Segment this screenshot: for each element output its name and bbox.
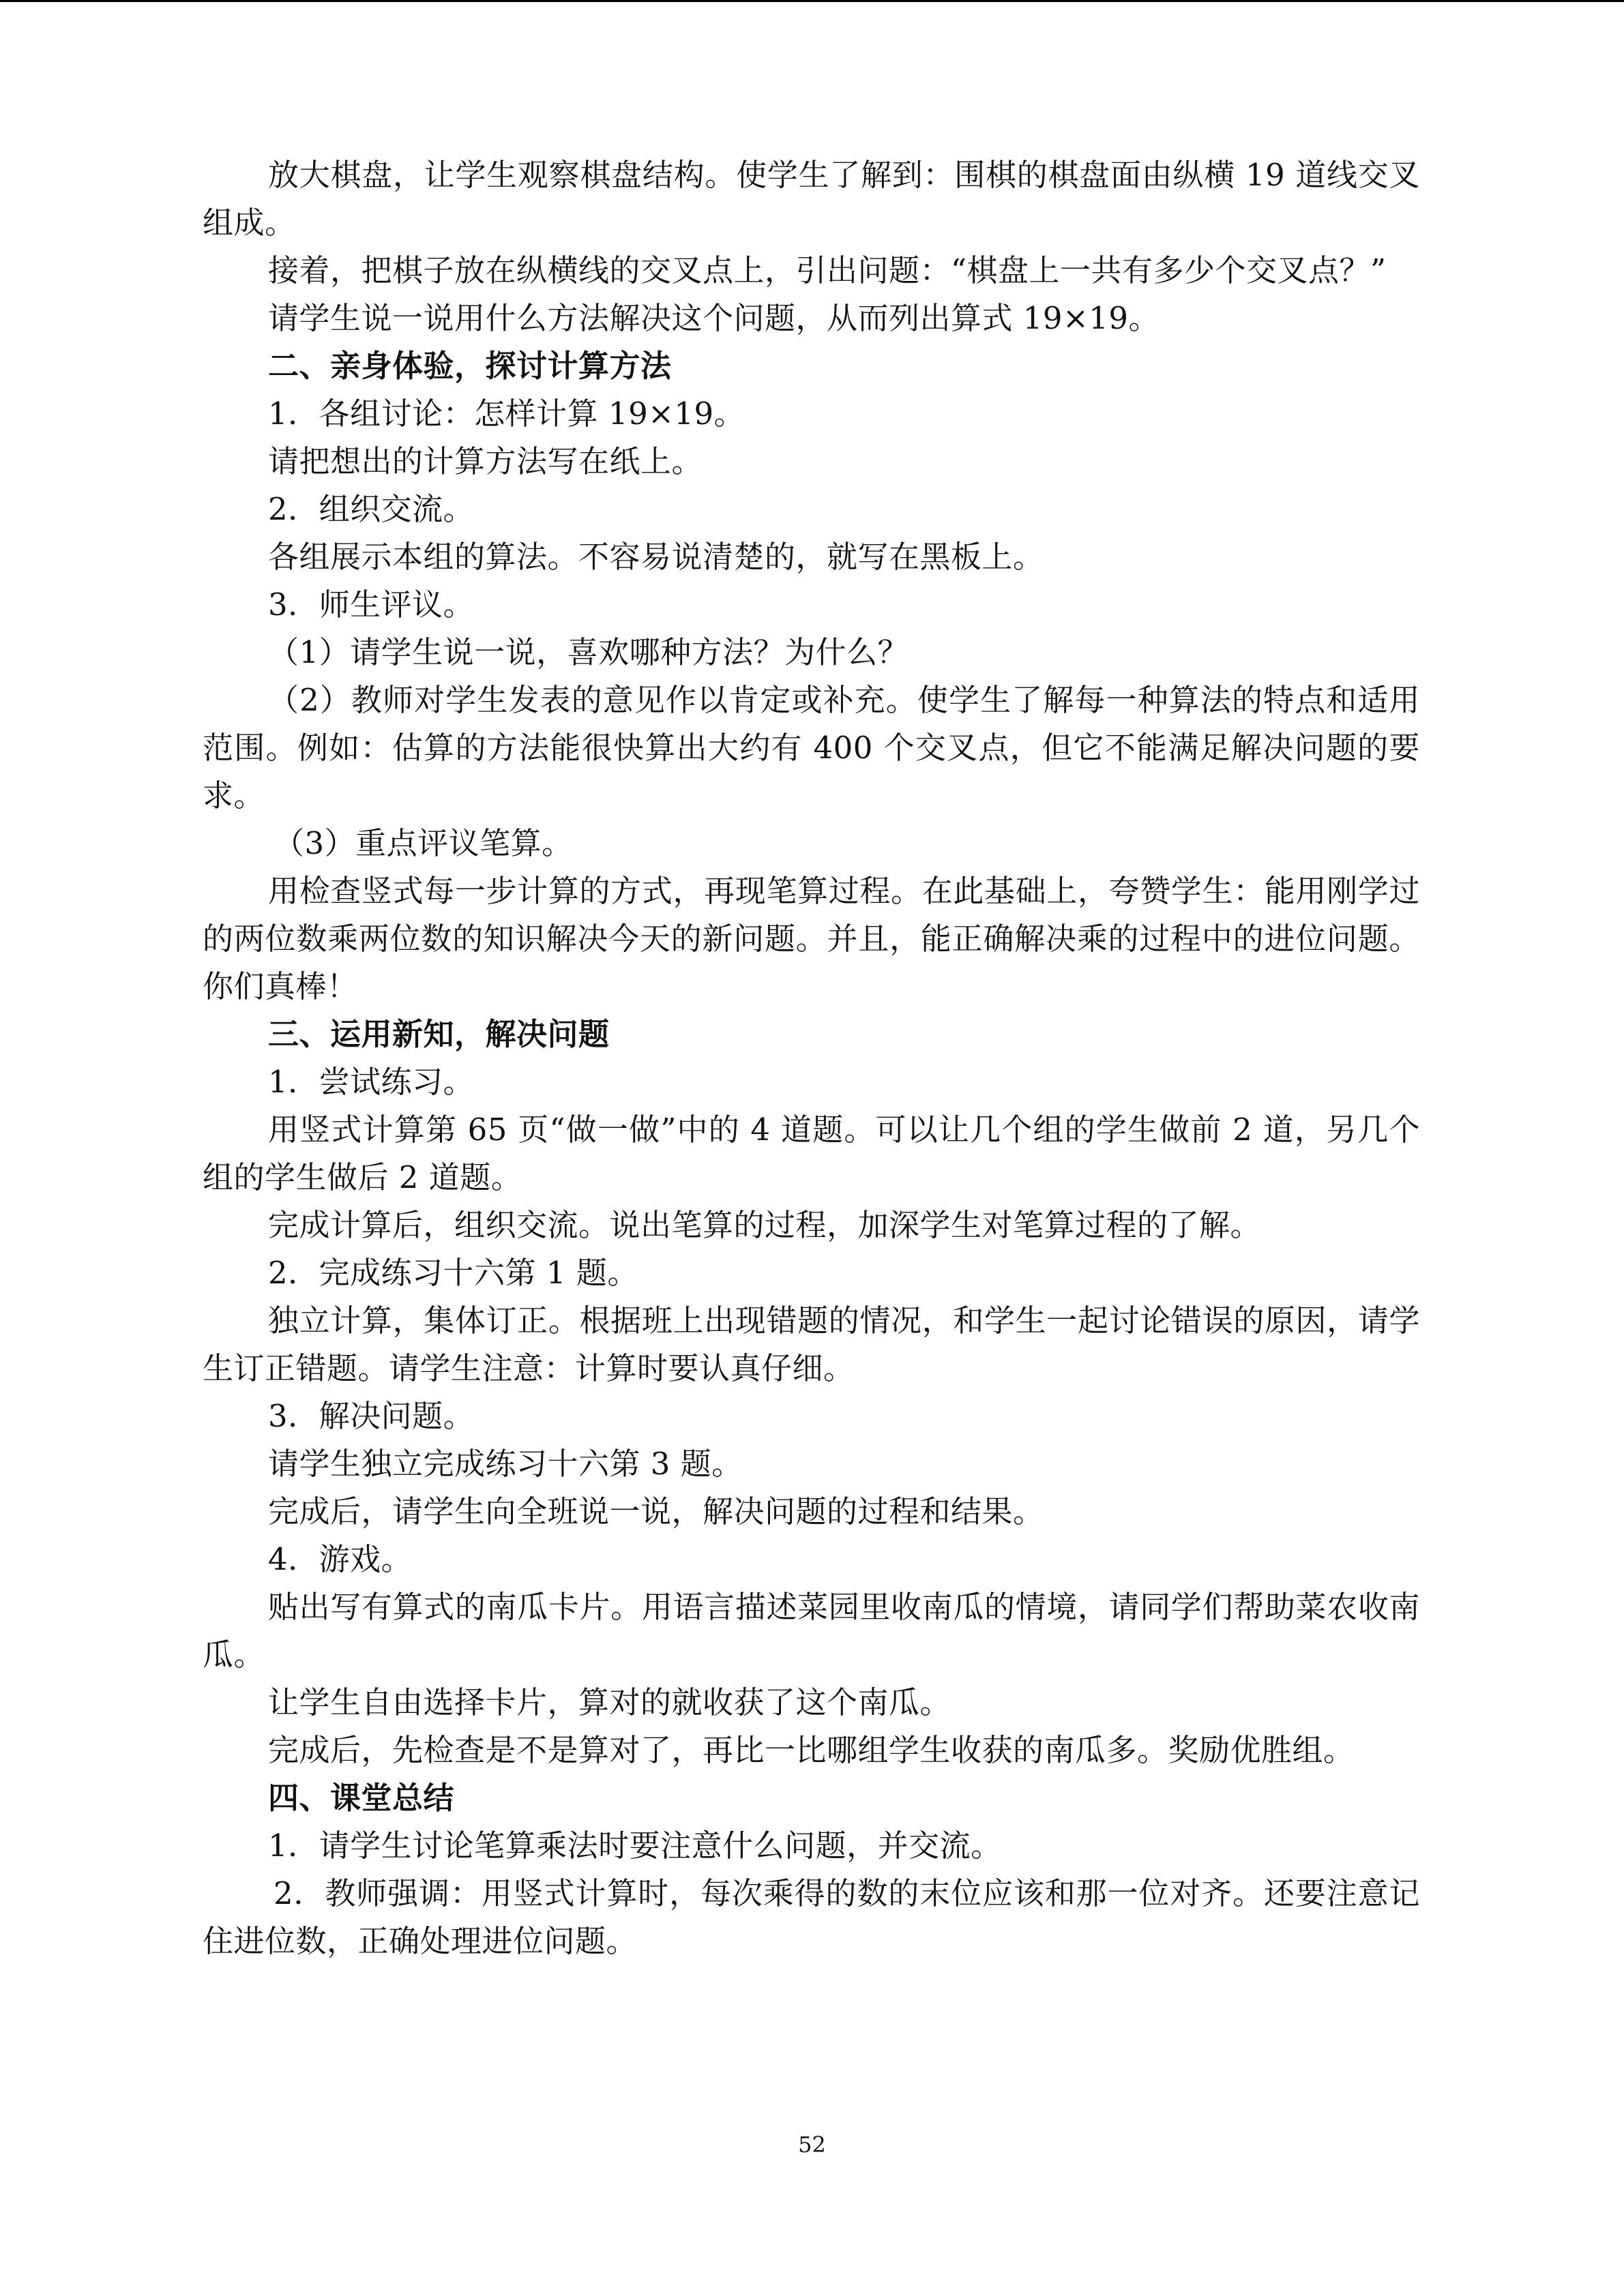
document-body xyxy=(203,151,1420,1965)
paragraph: 1．各组讨论：怎样计算 19×19。 xyxy=(268,396,745,432)
paragraph: 请学生说一说用什么方法解决这个问题，从而列出算式 19×19。 xyxy=(268,300,1160,336)
paragraph: 请学生独立完成练习十六第 3 题。 xyxy=(268,1446,743,1482)
paragraph: 2．组织交流。 xyxy=(268,491,475,527)
paragraph: 用竖式计算第 65 页“做一做”中的 4 道题。可以让几个组的学生做前 2 道，另几个组的学生做后 2 道题。 xyxy=(203,1112,1420,1195)
page-number: 52 xyxy=(798,2132,826,2158)
section-heading: 二、亲身体验，探讨计算方法 xyxy=(268,348,672,384)
paragraph: 3．师生评议。 xyxy=(268,586,475,623)
paragraph: 让学生自由选择卡片，算对的就收获了这个南瓜。 xyxy=(268,1684,951,1720)
paragraph: 1．尝试练习。 xyxy=(268,1064,475,1100)
paragraph: 用检查竖式每一步计算的方式，再现笔算过程。在此基础上，夸赞学生：能用刚学过的两位数乘两位数的知识解决今天的新问题。并且，能正确解决乘的过程中的进位问题。你们真棒！ xyxy=(203,873,1420,1004)
paragraph: 贴出写有算式的南瓜卡片。用语言描述菜园里收南瓜的情境，请同学们帮助菜农收南瓜。 xyxy=(203,1589,1420,1673)
paragraph: 放大棋盘，让学生观察棋盘结构。使学生了解到：围棋的棋盘面由纵横 19 道线交叉组成。 xyxy=(203,157,1420,241)
top-border-rule xyxy=(0,0,1624,2)
paragraph: 完成计算后，组织交流。说出笔算的过程，加深学生对笔算过程的了解。 xyxy=(268,1207,1262,1243)
paragraph: （1）请学生说一说，喜欢哪种方法？为什么？ xyxy=(268,634,909,670)
paragraph: 完成后，先检查是不是算对了，再比一比哪组学生收获的南瓜多。奖励优胜组。 xyxy=(268,1732,1355,1768)
paragraph: 3．解决问题。 xyxy=(268,1398,475,1434)
paragraph: 2．完成练习十六第 1 题。 xyxy=(268,1255,638,1291)
section-heading: 四、课堂总结 xyxy=(268,1780,455,1816)
paragraph: （3）重点评议笔算。 xyxy=(274,825,573,861)
paragraph: （2）教师对学生发表的意见作以肯定或补充。使学生了解每一种算法的特点和适用范围。例如：估算的方法能很快算出大约有 400 个交叉点，但它不能满足解决问题的要求。 xyxy=(203,682,1420,814)
paragraph: 1．请学生讨论笔算乘法时要注意什么问题，并交流。 xyxy=(268,1828,1002,1864)
paragraph: 完成后，请学生向全班说一说，解决问题的过程和结果。 xyxy=(268,1493,1044,1530)
paragraph: 接着，把棋子放在纵横线的交叉点上，引出问题：“棋盘上一共有多少个交叉点？” xyxy=(268,252,1387,288)
paragraph: 各组展示本组的算法。不容易说清楚的，就写在黑板上。 xyxy=(268,539,1044,575)
paragraph: 请把想出的计算方法写在纸上。 xyxy=(268,443,703,479)
paragraph: 2．教师强调：用竖式计算时，每次乘得的数的末位应该和那一位对齐。还要注意记住进位数，正确处理进位问题。 xyxy=(203,1875,1420,1959)
paragraph: 独立计算，集体订正。根据班上出现错题的情况，和学生一起讨论错误的原因，请学生订正错题。请学生注意：计算时要认真仔细。 xyxy=(203,1302,1420,1386)
paragraph: 4．游戏。 xyxy=(268,1541,413,1577)
section-heading: 三、运用新知，解决问题 xyxy=(268,1016,610,1052)
